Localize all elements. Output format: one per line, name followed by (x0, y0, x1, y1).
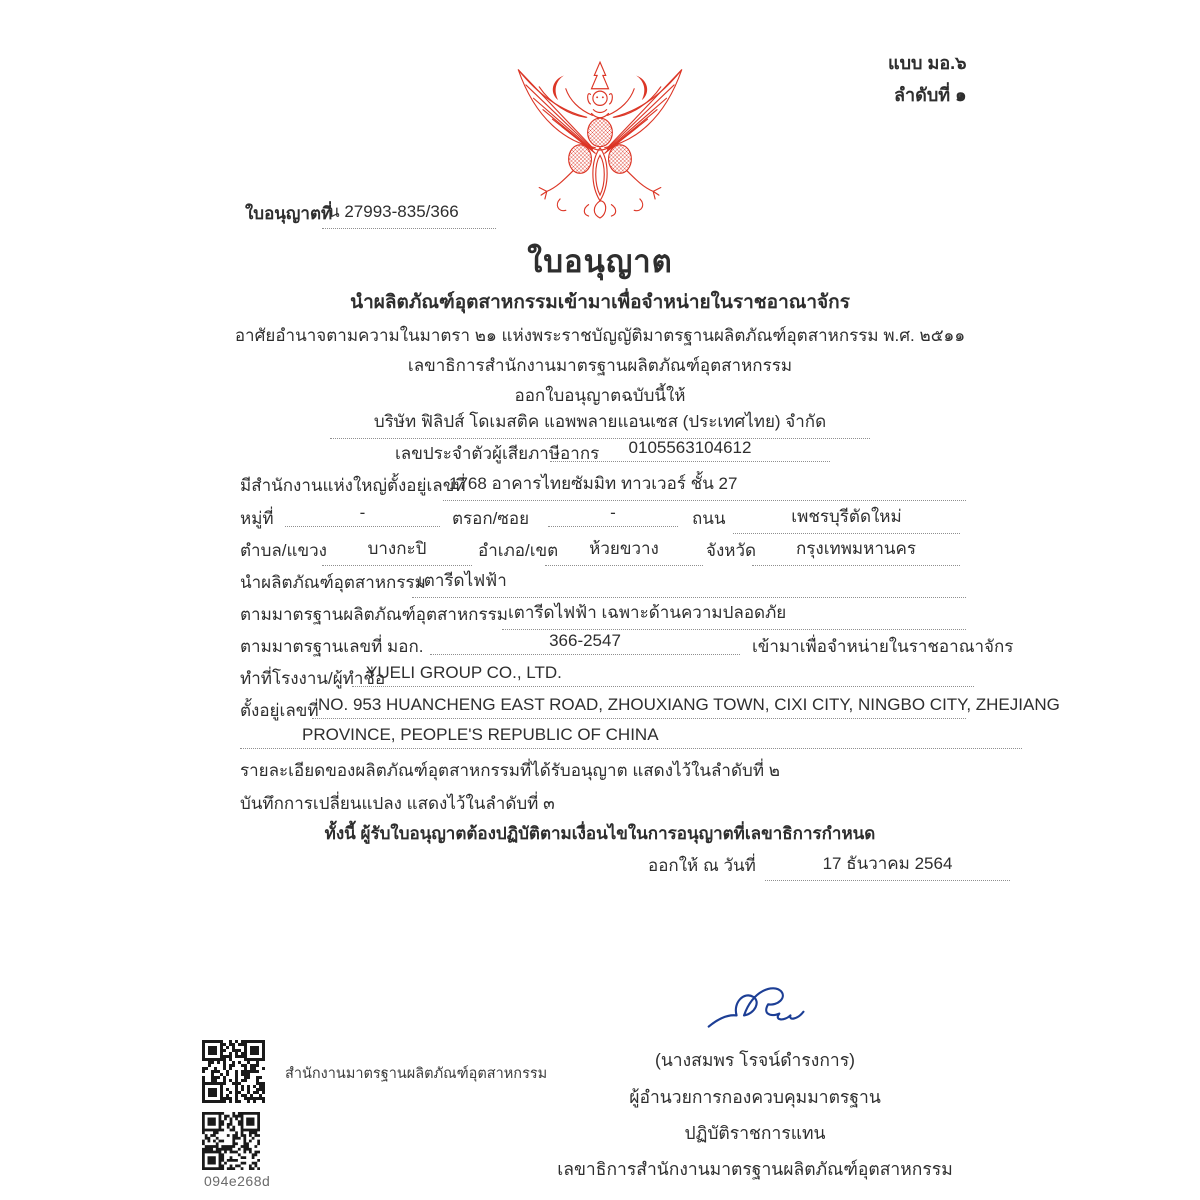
signer-title-2: ปฏิบัติราชการแทน (684, 1123, 826, 1143)
standard-value: เตารีดไฟฟ้า เฉพาะด้านความปลอดภัย (502, 599, 966, 630)
form-code: แบบ มอ.๖ (888, 53, 967, 73)
tax-id-value: 0105563104612 (550, 438, 830, 462)
head-office-value: 1768 อาคารไทยซัมมิท ทาวเวอร์ ชั้น 27 (443, 470, 966, 501)
road-value: เพชรบุรีตัดใหม่ (733, 503, 960, 534)
license-number-label: ใบอนุญาตที่ (245, 204, 333, 223)
qr-code-icon (202, 1040, 265, 1103)
signer-title-1: ผู้อำนวยการกองควบคุมมาตรฐาน (629, 1087, 881, 1107)
condition-note: ทั้งนี้ ผู้รับใบอนุญาตต้องปฏิบัติตามเงื่อนไขในการอนุญาตที่เลขาธิการกำหนด (324, 824, 876, 843)
qr-caption: สำนักงานมาตรฐานผลิตภัณฑ์อุตสาหกรรม (285, 1066, 548, 1082)
tax-id-label: เลขประจำตัวผู้เสียภาษีอากร (395, 444, 600, 463)
signature-icon (705, 980, 835, 1036)
factory-label: ทำที่โรงงาน/ผู้ทำชื่อ (240, 669, 386, 688)
subdistrict-value: บางกะปิ (322, 535, 472, 566)
head-office-label: มีสำนักงานแห่งใหญ่ตั้งอยู่เลขที่ (240, 476, 466, 495)
product-label: นำผลิตภัณฑ์อุตสาหกรรม (240, 573, 426, 592)
company-name: บริษัท ฟิลิปส์ โดเมสติค แอพพลายแอนเซส (ประเทศไทย) จำกัด (330, 408, 870, 439)
tis-number-value: 366-2547 (430, 631, 740, 655)
product-value: เตารีดไฟฟ้า (412, 567, 966, 598)
garuda-emblem-icon (505, 60, 695, 222)
signer-title-3: เลขาธิการสำนักงานมาตรฐานผลิตภัณฑ์อุตสาหกรรม (557, 1159, 953, 1179)
district-value: ห้วยขวาง (545, 535, 703, 566)
factory-address-label: ตั้งอยู่เลขที่ (240, 701, 319, 720)
tis-number-label: ตามมาตรฐานเลขที่ มอก. (240, 637, 424, 656)
details-note: รายละเอียดของผลิตภัณฑ์อุตสาหกรรมที่ได้รับอนุญาต แสดงไว้ในลำดับที่ ๒ (240, 761, 780, 780)
district-label: อำเภอ/เขต (478, 541, 559, 560)
import-purpose-text: เข้ามาเพื่อจำหน่ายในราชอาณาจักร (752, 637, 1014, 656)
standard-label: ตามมาตรฐานผลิตภัณฑ์อุตสาหกรรม (240, 605, 508, 624)
changes-note: บันทึกการเปลี่ยนแปลง แสดงไว้ในลำดับที่ ๓ (240, 794, 555, 813)
factory-name-value: YUELI GROUP CO., LTD. (352, 663, 974, 687)
subdistrict-label: ตำบล/แขวง (240, 541, 327, 560)
document-subtitle: นำผลิตภัณฑ์อุตสาหกรรมเข้ามาเพื่อจำหน่ายในราชอาณาจักร (350, 292, 850, 313)
authority-line-1: อาศัยอำนาจตามความในมาตรา ๒๑ แห่งพระราชบัญญัติมาตรฐานผลิตภัณฑ์อุตสาหกรรม พ.ศ. ๒๕๑๑ (234, 326, 966, 345)
license-number-value: น 27993-835/366 (322, 198, 496, 229)
issue-date-label: ออกให้ ณ วันที่ (648, 856, 756, 875)
moo-value: - (285, 503, 440, 527)
province-value: กรุงเทพมหานคร (752, 535, 960, 566)
issue-date-value: 17 ธันวาคม 2564 (765, 850, 1010, 881)
authority-line-3: ออกใบอนุญาตฉบับนี้ให้ (514, 386, 686, 405)
qr-code-icon (202, 1112, 260, 1170)
authority-line-2: เลขาธิการสำนักงานมาตรฐานผลิตภัณฑ์อุตสาหกรรม (407, 356, 793, 375)
soi-label: ตรอก/ซอย (452, 509, 530, 528)
factory-address-line1: NO. 953 HUANCHENG EAST ROAD, ZHOUXIANG TOWN, CIXI CITY, NINGBO CITY, ZHEJIANG (312, 695, 966, 719)
factory-address-line2: PROVINCE, PEOPLE'S REPUBLIC OF CHINA (240, 725, 1022, 749)
soi-value: - (548, 503, 678, 527)
qr-hash-caption: 094e268d (204, 1173, 271, 1189)
signer-name: (นางสมพร โรจน์ดำรงการ) (655, 1050, 855, 1070)
document-title: ใบอนุญาต (527, 244, 673, 279)
province-label: จังหวัด (706, 541, 757, 560)
sequence-number: ลำดับที่ ๑ (894, 85, 967, 105)
road-label: ถนน (692, 509, 726, 528)
moo-label: หมู่ที่ (240, 509, 274, 528)
